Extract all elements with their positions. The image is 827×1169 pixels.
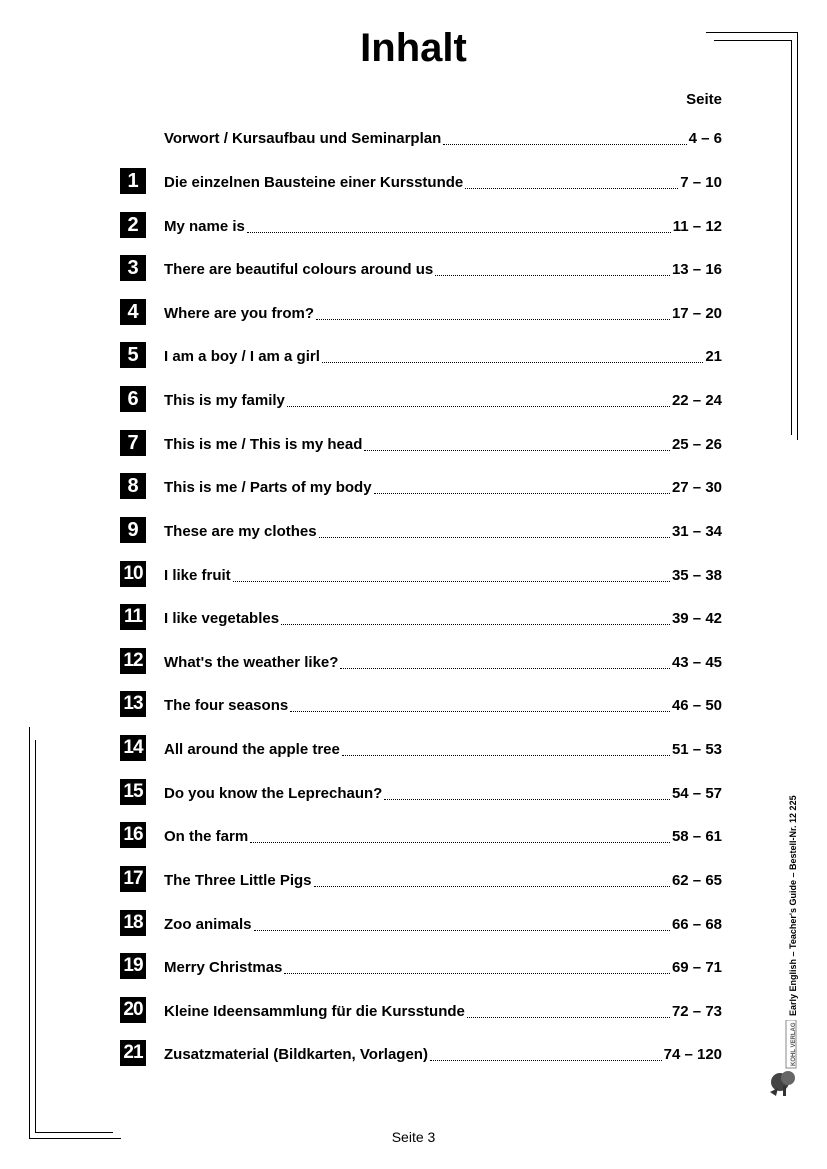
toc-row	[120, 691, 722, 717]
publisher-logo-text: KOHL VERLAG	[791, 1022, 797, 1066]
toc-label: I like fruit	[164, 567, 231, 584]
toc-pages: 13 – 16	[671, 261, 722, 278]
toc-label: Do you know the Leprechaun?	[164, 785, 383, 802]
chapter-number-badge: 20	[120, 997, 146, 1023]
toc-label: Merry Christmas	[164, 959, 283, 976]
dot-leader	[319, 536, 670, 538]
toc-pages: 25 – 26	[671, 436, 722, 453]
dot-leader	[250, 841, 670, 843]
toc-pages: 4 – 6	[688, 130, 722, 147]
dot-leader	[281, 623, 670, 625]
dot-leader	[430, 1059, 662, 1061]
toc-row	[120, 910, 722, 936]
toc-label: The four seasons	[164, 697, 289, 714]
toc-pages: 58 – 61	[671, 828, 722, 845]
toc-label: Zusatzmaterial (Bildkarten, Vorlagen)	[164, 1046, 428, 1063]
dot-leader	[435, 274, 670, 276]
dot-leader	[287, 405, 670, 407]
toc-pages: 43 – 45	[671, 654, 722, 671]
dot-leader	[322, 361, 703, 363]
frame-line	[35, 740, 36, 1132]
dot-leader	[340, 667, 670, 669]
chapter-number-badge: 13	[120, 691, 146, 717]
chapter-number-badge: 1	[120, 168, 146, 194]
toc-row	[120, 648, 722, 674]
dot-leader	[384, 798, 670, 800]
publisher-order-note: Early English – Teacher's Guide – Bestell-Nr. 12 225	[788, 795, 798, 1016]
toc-row	[120, 342, 722, 368]
chapter-number-badge: 8	[120, 473, 146, 499]
page-column-header: Seite	[686, 91, 722, 108]
toc-pages: 62 – 65	[671, 872, 722, 889]
toc-label: The Three Little Pigs	[164, 872, 312, 889]
toc-row	[120, 604, 722, 630]
toc-label: What's the weather like?	[164, 654, 339, 671]
toc-label: Where are you from?	[164, 305, 315, 322]
chapter-number-badge: 10	[120, 561, 146, 587]
chapter-number-badge: 19	[120, 953, 146, 979]
toc-pages: 72 – 73	[671, 1003, 722, 1020]
toc-row	[120, 735, 722, 761]
toc-label: There are beautiful colours around us	[164, 261, 434, 278]
toc-row	[120, 255, 722, 281]
page-footer: Seite 3	[391, 1129, 436, 1145]
frame-line	[706, 32, 798, 33]
frame-line	[714, 40, 792, 41]
chapter-number-badge: 4	[120, 299, 146, 325]
dot-leader	[284, 972, 670, 974]
toc-row	[120, 822, 722, 848]
chapter-number-badge: 16	[120, 822, 146, 848]
frame-line	[797, 32, 798, 440]
dot-leader	[290, 710, 670, 712]
frame-line	[791, 40, 792, 435]
toc-pages: 31 – 34	[671, 523, 722, 540]
toc-row	[120, 779, 722, 805]
toc-label: This is me / This is my head	[164, 436, 363, 453]
dot-leader	[443, 143, 686, 145]
toc-row	[120, 212, 722, 238]
toc-row	[120, 561, 722, 587]
toc-pages: 46 – 50	[671, 697, 722, 714]
toc-row	[120, 866, 722, 892]
toc-row	[120, 953, 722, 979]
chapter-number-badge: 15	[120, 779, 146, 805]
toc-row	[120, 517, 722, 543]
dot-leader	[247, 231, 671, 233]
chapter-number-badge: 11	[120, 604, 146, 630]
chapter-number-badge: 2	[120, 212, 146, 238]
toc-pages: 74 – 120	[663, 1046, 722, 1063]
chapter-number-badge: 5	[120, 342, 146, 368]
toc-pages: 22 – 24	[671, 392, 722, 409]
dot-leader	[342, 754, 670, 756]
toc-row	[120, 168, 722, 194]
dot-leader	[314, 885, 670, 887]
toc-label: On the farm	[164, 828, 249, 845]
chapter-number-badge: 14	[120, 735, 146, 761]
toc-label: Kleine Ideensammlung für die Kursstunde	[164, 1003, 465, 1020]
toc-pages: 27 – 30	[671, 479, 722, 496]
toc-pages: 54 – 57	[671, 785, 722, 802]
toc-pages: 66 – 68	[671, 916, 722, 933]
toc-pages: 51 – 53	[671, 741, 722, 758]
toc-label: My name is	[164, 218, 245, 235]
toc-pages: 21	[705, 348, 722, 365]
frame-line	[29, 727, 30, 1139]
toc-row	[120, 473, 722, 499]
toc-row	[120, 386, 722, 412]
chapter-number-badge: 9	[120, 517, 146, 543]
toc-row-preface	[120, 124, 722, 150]
chapter-number-badge: 7	[120, 430, 146, 456]
chapter-number-badge: 3	[120, 255, 146, 281]
toc-label: All around the apple tree	[164, 741, 340, 758]
dot-leader	[467, 1016, 670, 1018]
toc-label: Vorwort / Kursaufbau und Seminarplan	[164, 130, 442, 147]
toc-label: Die einzelnen Bausteine einer Kursstunde	[164, 174, 464, 191]
dot-leader	[465, 187, 678, 189]
toc-pages: 35 – 38	[671, 567, 722, 584]
dot-leader	[374, 492, 670, 494]
toc-label: I am a boy / I am a girl	[164, 348, 320, 365]
dot-leader	[316, 318, 670, 320]
toc-label: These are my clothes	[164, 523, 317, 540]
chapter-number-badge: 6	[120, 386, 146, 412]
page-title: Inhalt	[360, 26, 467, 70]
toc-pages: 69 – 71	[671, 959, 722, 976]
dot-leader	[254, 929, 670, 931]
toc-row	[120, 299, 722, 325]
toc-row	[120, 997, 722, 1023]
chapter-number-badge: 12	[120, 648, 146, 674]
toc-row	[120, 430, 722, 456]
dot-leader	[233, 580, 670, 582]
toc-label: I like vegetables	[164, 610, 280, 627]
chapter-number-badge: 17	[120, 866, 146, 892]
chapter-number-badge: 21	[120, 1040, 146, 1066]
toc-label: Zoo animals	[164, 916, 252, 933]
toc-pages: 7 – 10	[680, 174, 722, 191]
toc-pages: 11 – 12	[672, 218, 722, 235]
chapter-number-badge: 18	[120, 910, 146, 936]
toc-row	[120, 1040, 722, 1066]
toc-pages: 17 – 20	[671, 305, 722, 322]
dot-leader	[364, 449, 670, 451]
toc-label: This is me / Parts of my body	[164, 479, 372, 496]
toc-pages: 39 – 42	[671, 610, 722, 627]
toc-label: This is my family	[164, 392, 285, 409]
publisher-logo	[766, 1020, 802, 1098]
